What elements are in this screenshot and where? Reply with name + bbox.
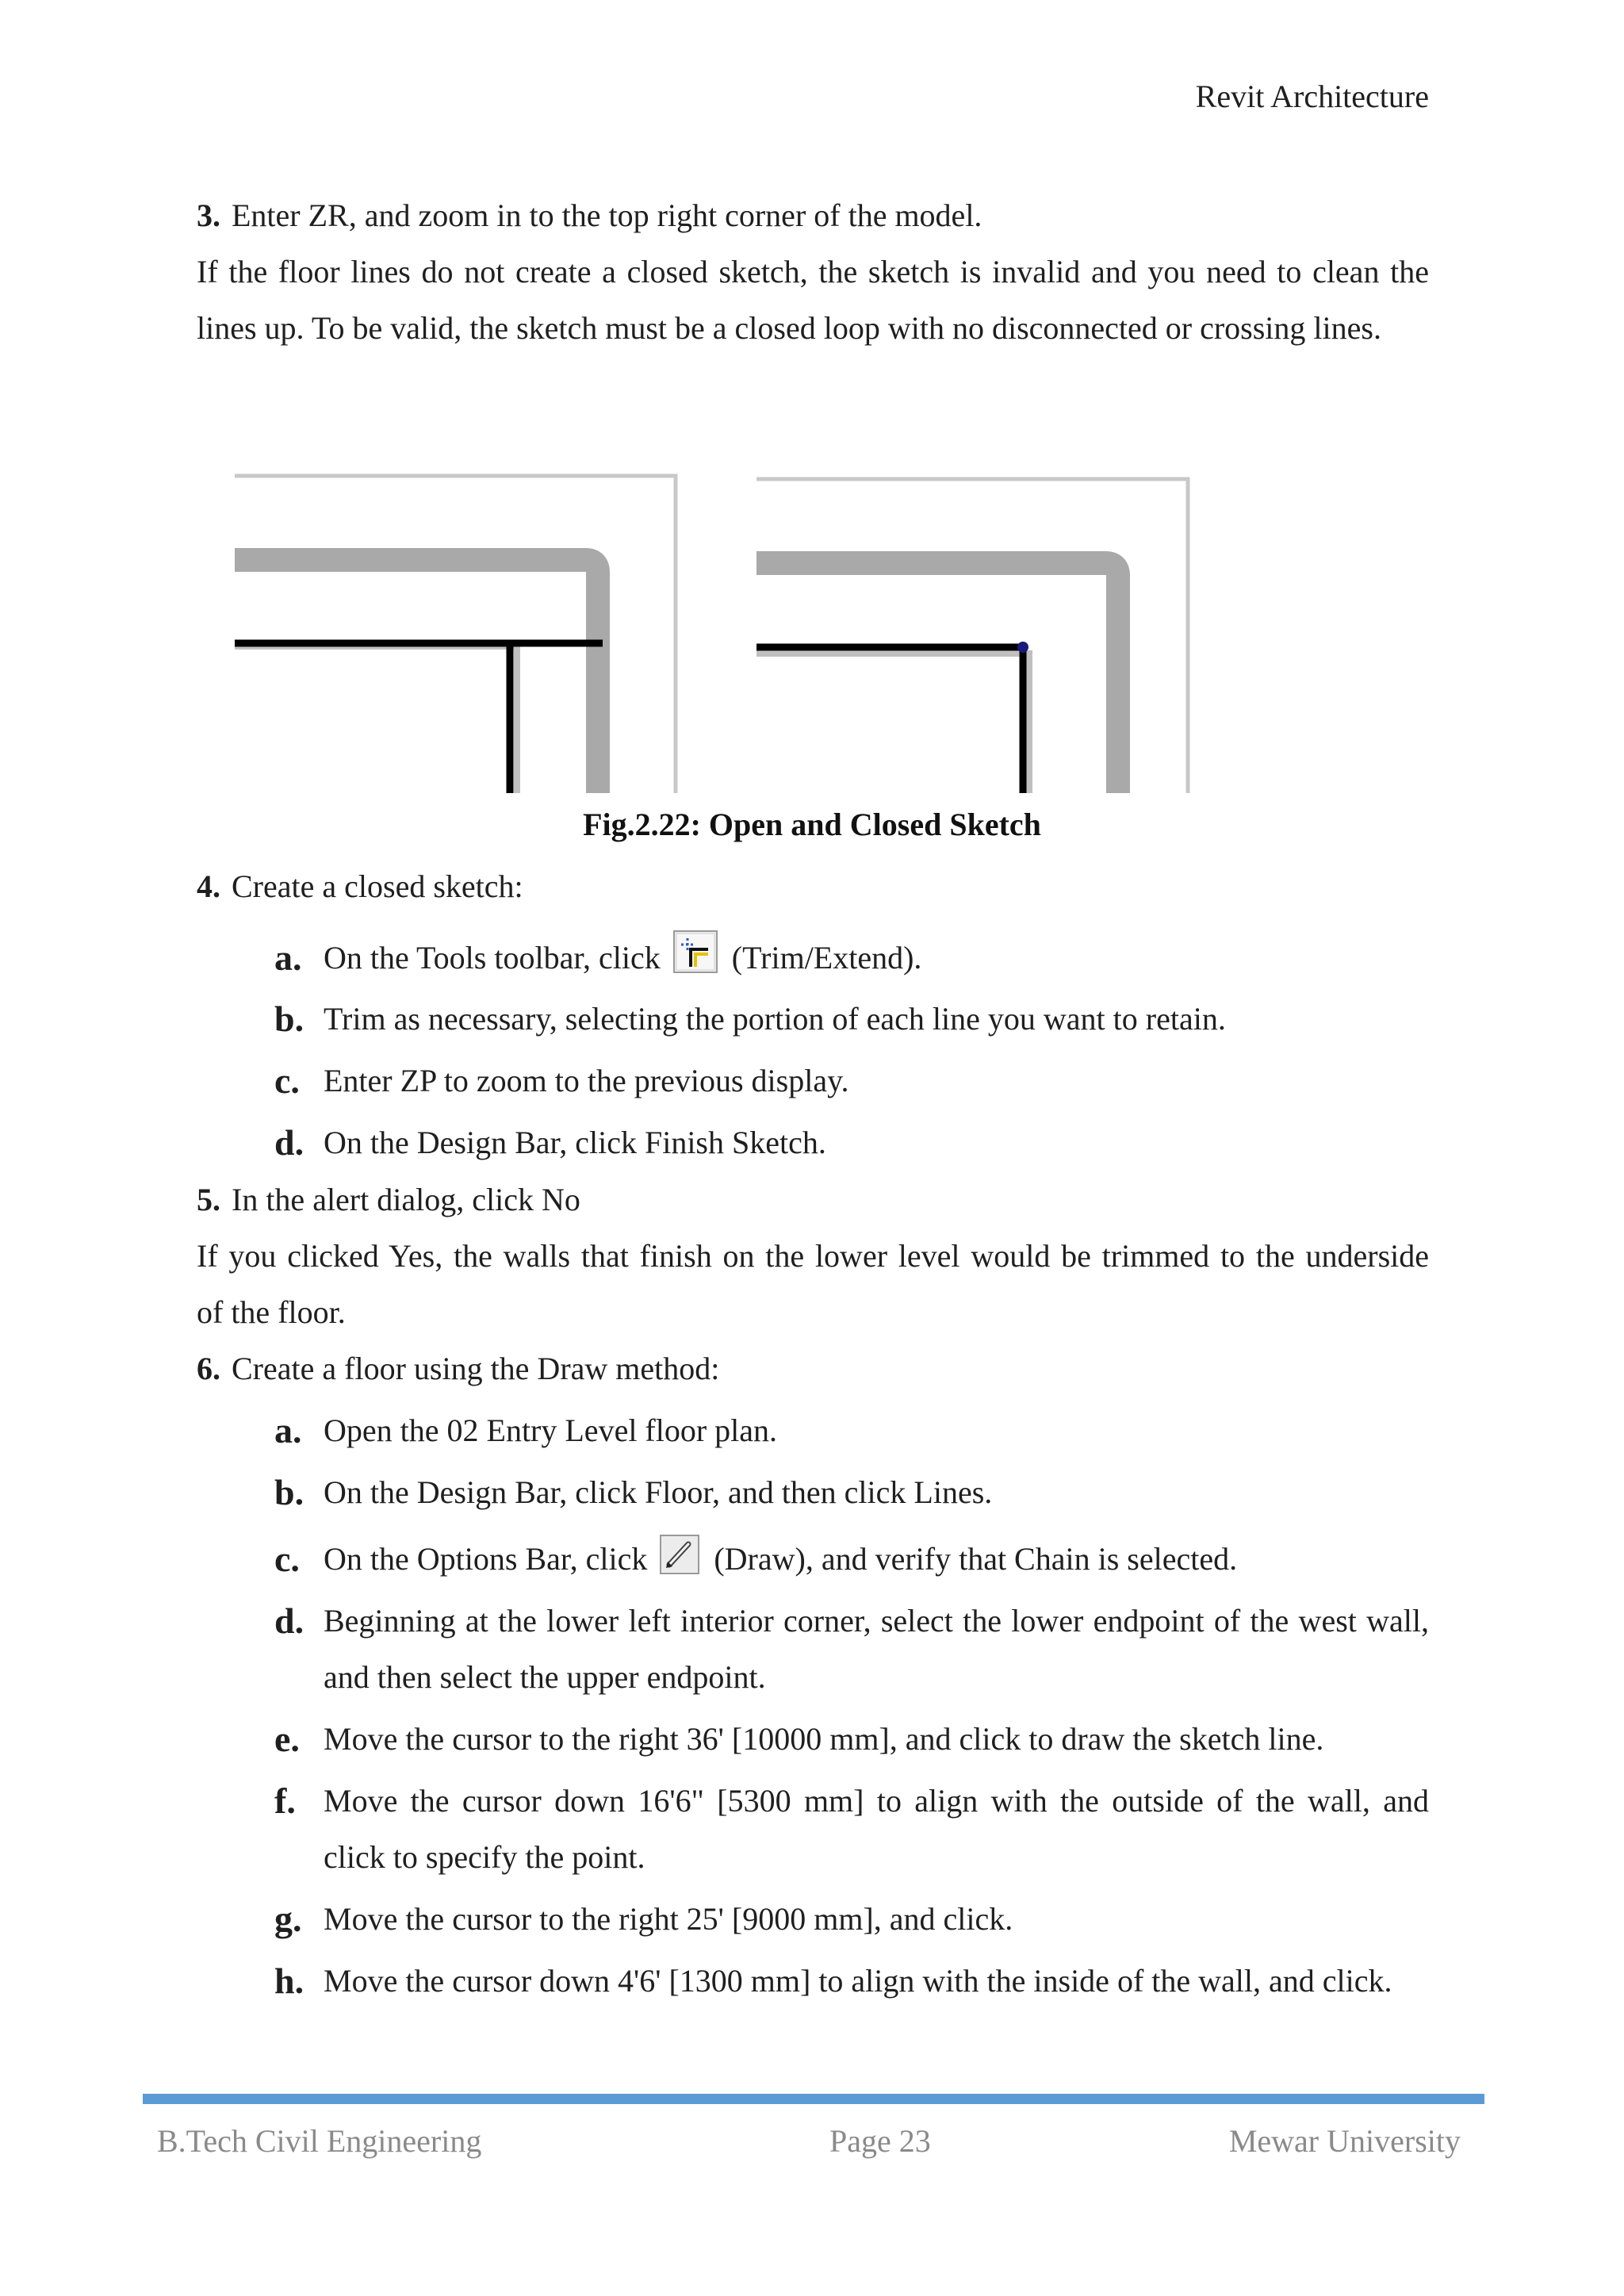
list-item	[274, 1953, 1429, 2009]
wall-band	[235, 560, 598, 793]
step-number: 4.	[197, 868, 220, 904]
list-item	[274, 930, 1429, 991]
item-letter: d.	[274, 1600, 304, 1641]
item-letter: c.	[274, 1539, 300, 1579]
item-text: Beginning at the lower left interior corner, select the lower endpoint of the west wall,	[324, 1603, 1429, 1639]
footer-rule	[143, 2094, 1484, 2104]
list-item	[274, 1464, 1429, 1520]
item-text: (Draw), and verify that Chain is selected.	[714, 1541, 1238, 1577]
list-item	[274, 1711, 1429, 1767]
item-text: click to specify the point.	[324, 1839, 645, 1875]
item-letter: d.	[274, 1122, 304, 1163]
step-number: 3.	[197, 197, 220, 233]
list-item	[274, 1891, 1429, 1947]
step-text: In the alert dialog, click No	[232, 1182, 580, 1217]
item-letter: a.	[274, 937, 302, 978]
list-item	[274, 1593, 1429, 1649]
list-item	[274, 1114, 1429, 1171]
item-letter: g.	[274, 1899, 302, 1939]
item-text: Move the cursor down 16'6" [5300 mm] to align with the outside of the wall, and	[324, 1783, 1429, 1819]
item-letter: c.	[274, 1060, 300, 1101]
list-item-continuation	[274, 1829, 1429, 1885]
item-letter: h.	[274, 1961, 304, 2001]
footer-right: Mewar University	[1228, 2123, 1461, 2159]
inner-wall-edge	[756, 654, 1029, 793]
item-text: Move the cursor to the right 25' [9000 mm], and click.	[324, 1901, 1013, 1937]
item-text: (Trim/Extend).	[731, 940, 922, 976]
list-item	[274, 991, 1429, 1047]
list-item	[274, 1052, 1429, 1109]
item-letter: f.	[274, 1780, 296, 1821]
trim-extend-icon	[673, 930, 718, 991]
item-text: On the Options Bar, click	[324, 1541, 648, 1577]
step-text: Create a floor using the Draw method:	[232, 1351, 720, 1386]
step-3	[197, 187, 982, 243]
paragraph-line: If the floor lines do not create a closed sketch, the sketch is invalid and you need to clean the	[197, 254, 1429, 289]
list-item	[274, 1402, 1429, 1458]
item-text: and then select the upper endpoint.	[324, 1659, 766, 1695]
step-text: Enter ZR, and zoom in to the top right corner of the model.	[232, 197, 982, 233]
list-item-continuation	[274, 1649, 1429, 1705]
step-5	[197, 1171, 580, 1228]
step-number: 6.	[197, 1351, 220, 1386]
list-item	[274, 1773, 1429, 1829]
item-letter: b.	[274, 999, 304, 1039]
step-6	[197, 1340, 719, 1397]
wall-band	[756, 563, 1118, 793]
item-text: Trim as necessary, selecting the portion of each line you want to retain.	[324, 1001, 1226, 1037]
item-text: On the Design Bar, click Finish Sketch.	[324, 1125, 826, 1160]
step-text: Create a closed sketch:	[232, 868, 523, 904]
endpoint-marker	[1017, 642, 1028, 653]
item-letter: e.	[274, 1719, 300, 1759]
open-sketch-figure	[235, 468, 679, 793]
pencil-draw-icon	[660, 1535, 699, 1592]
closed-sketch-figure	[756, 468, 1197, 793]
footer-page-number: Page 23	[829, 2123, 931, 2159]
paragraph-line: lines up. To be valid, the sketch must be a closed loop with no disconnected or crossing lines.	[197, 310, 1381, 346]
item-text: Move the cursor down 4'6' [1300 mm] to align with the inside of the wall, and click.	[324, 1963, 1392, 1999]
inner-wall-edge	[235, 646, 517, 793]
footer-left: B.Tech Civil Engineering	[157, 2123, 482, 2159]
figure-caption: Fig.2.22: Open and Closed Sketch	[583, 807, 1041, 842]
step-number: 5.	[197, 1182, 220, 1217]
paragraph-line: If you clicked Yes, the walls that finish on the lower level would be trimmed to the underside	[197, 1238, 1429, 1274]
sketch-line-closed	[756, 647, 1023, 793]
item-letter: b.	[274, 1472, 304, 1512]
paragraph-line: of the floor.	[197, 1294, 346, 1330]
item-text: Open the 02 Entry Level floor plan.	[324, 1412, 778, 1448]
step-4	[197, 858, 523, 914]
item-text: On the Design Bar, click Floor, and then click Lines.	[324, 1474, 993, 1510]
item-letter: a.	[274, 1410, 302, 1451]
item-text: Move the cursor to the right 36' [10000 mm], and click to draw the sketch line.	[324, 1721, 1324, 1757]
item-text: Enter ZP to zoom to the previous display.	[324, 1063, 849, 1098]
item-text: On the Tools toolbar, click	[324, 940, 661, 976]
list-item	[274, 1531, 1429, 1592]
page-header-title: Revit Architecture	[1195, 79, 1429, 114]
